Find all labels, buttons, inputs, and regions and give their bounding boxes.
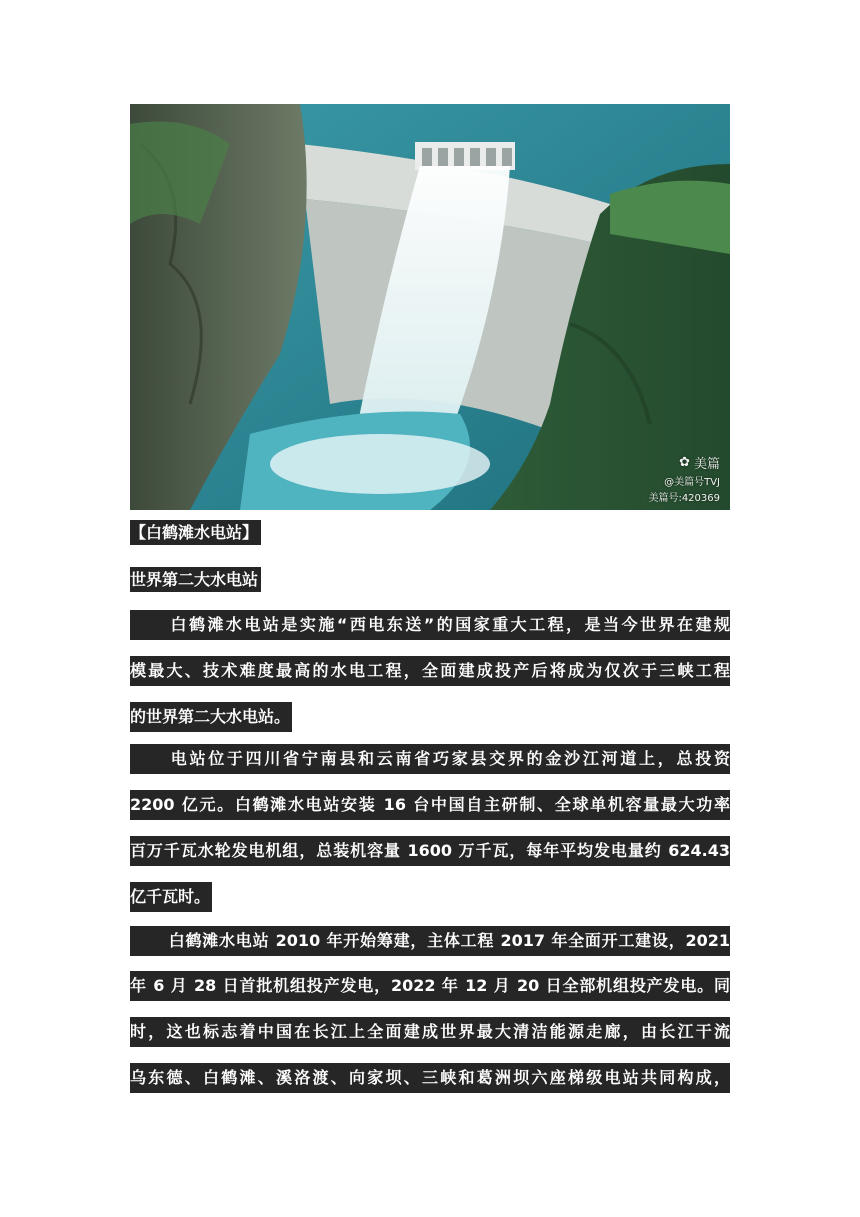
dam-photo	[130, 104, 730, 510]
paragraph-2-line-2: 2200 亿元。白鹤滩水电站安装 16 台中国自主研制、全球单机容量最大功率	[130, 790, 730, 820]
article-title: 【白鹤滩水电站】	[130, 520, 261, 545]
article-title-row	[130, 522, 261, 544]
paragraph-3-line-2: 年 6 月 28 日首批机组投产发电，2022 年 12 月 20 日全部机组投产发电。同	[130, 971, 730, 1001]
paragraph-1-line-3: 的世界第二大水电站。	[130, 702, 292, 732]
paragraph-1-line-2: 模最大、技术难度最高的水电工程，全面建成投产后将成为仅次于三峡工程	[130, 656, 730, 686]
paragraph-2-line-1: 电站位于四川省宁南县和云南省巧家县交界的金沙江河道上，总投资	[130, 744, 730, 774]
watermark-brand: 美篇	[693, 457, 720, 472]
article-subtitle-row	[130, 569, 261, 591]
dam-illustration	[130, 104, 730, 510]
paragraph-2-line-3: 百万千瓦水轮发电机组，总装机容量 1600 万千瓦，每年平均发电量约 624.43	[130, 836, 730, 866]
paragraph-3-line-4: 乌东德、白鹤滩、溪洛渡、向家坝、三峡和葛洲坝六座梯级电站共同构成，	[130, 1063, 730, 1093]
article-subtitle: 世界第二大水电站	[130, 567, 261, 592]
watermark-id: 美篇号:420369	[648, 493, 720, 504]
paragraph-3-line-3: 时，这也标志着中国在长江上全面建成世界最大清洁能源走廊，由长江干流	[130, 1017, 730, 1047]
watermark-user: @美篇号TVJ	[664, 477, 720, 488]
paragraph-1-line-1: 白鹤滩水电站是实施“西电东送”的国家重大工程，是当今世界在建规	[130, 610, 730, 640]
paragraph-3-line-1: 白鹤滩水电站 2010 年开始筹建，主体工程 2017 年全面开工建设，2021	[130, 926, 730, 956]
paragraph-2-line-4: 亿千瓦时。	[130, 882, 212, 912]
meipian-logo-icon: ✿	[679, 455, 690, 470]
meipian-watermark	[679, 453, 720, 472]
